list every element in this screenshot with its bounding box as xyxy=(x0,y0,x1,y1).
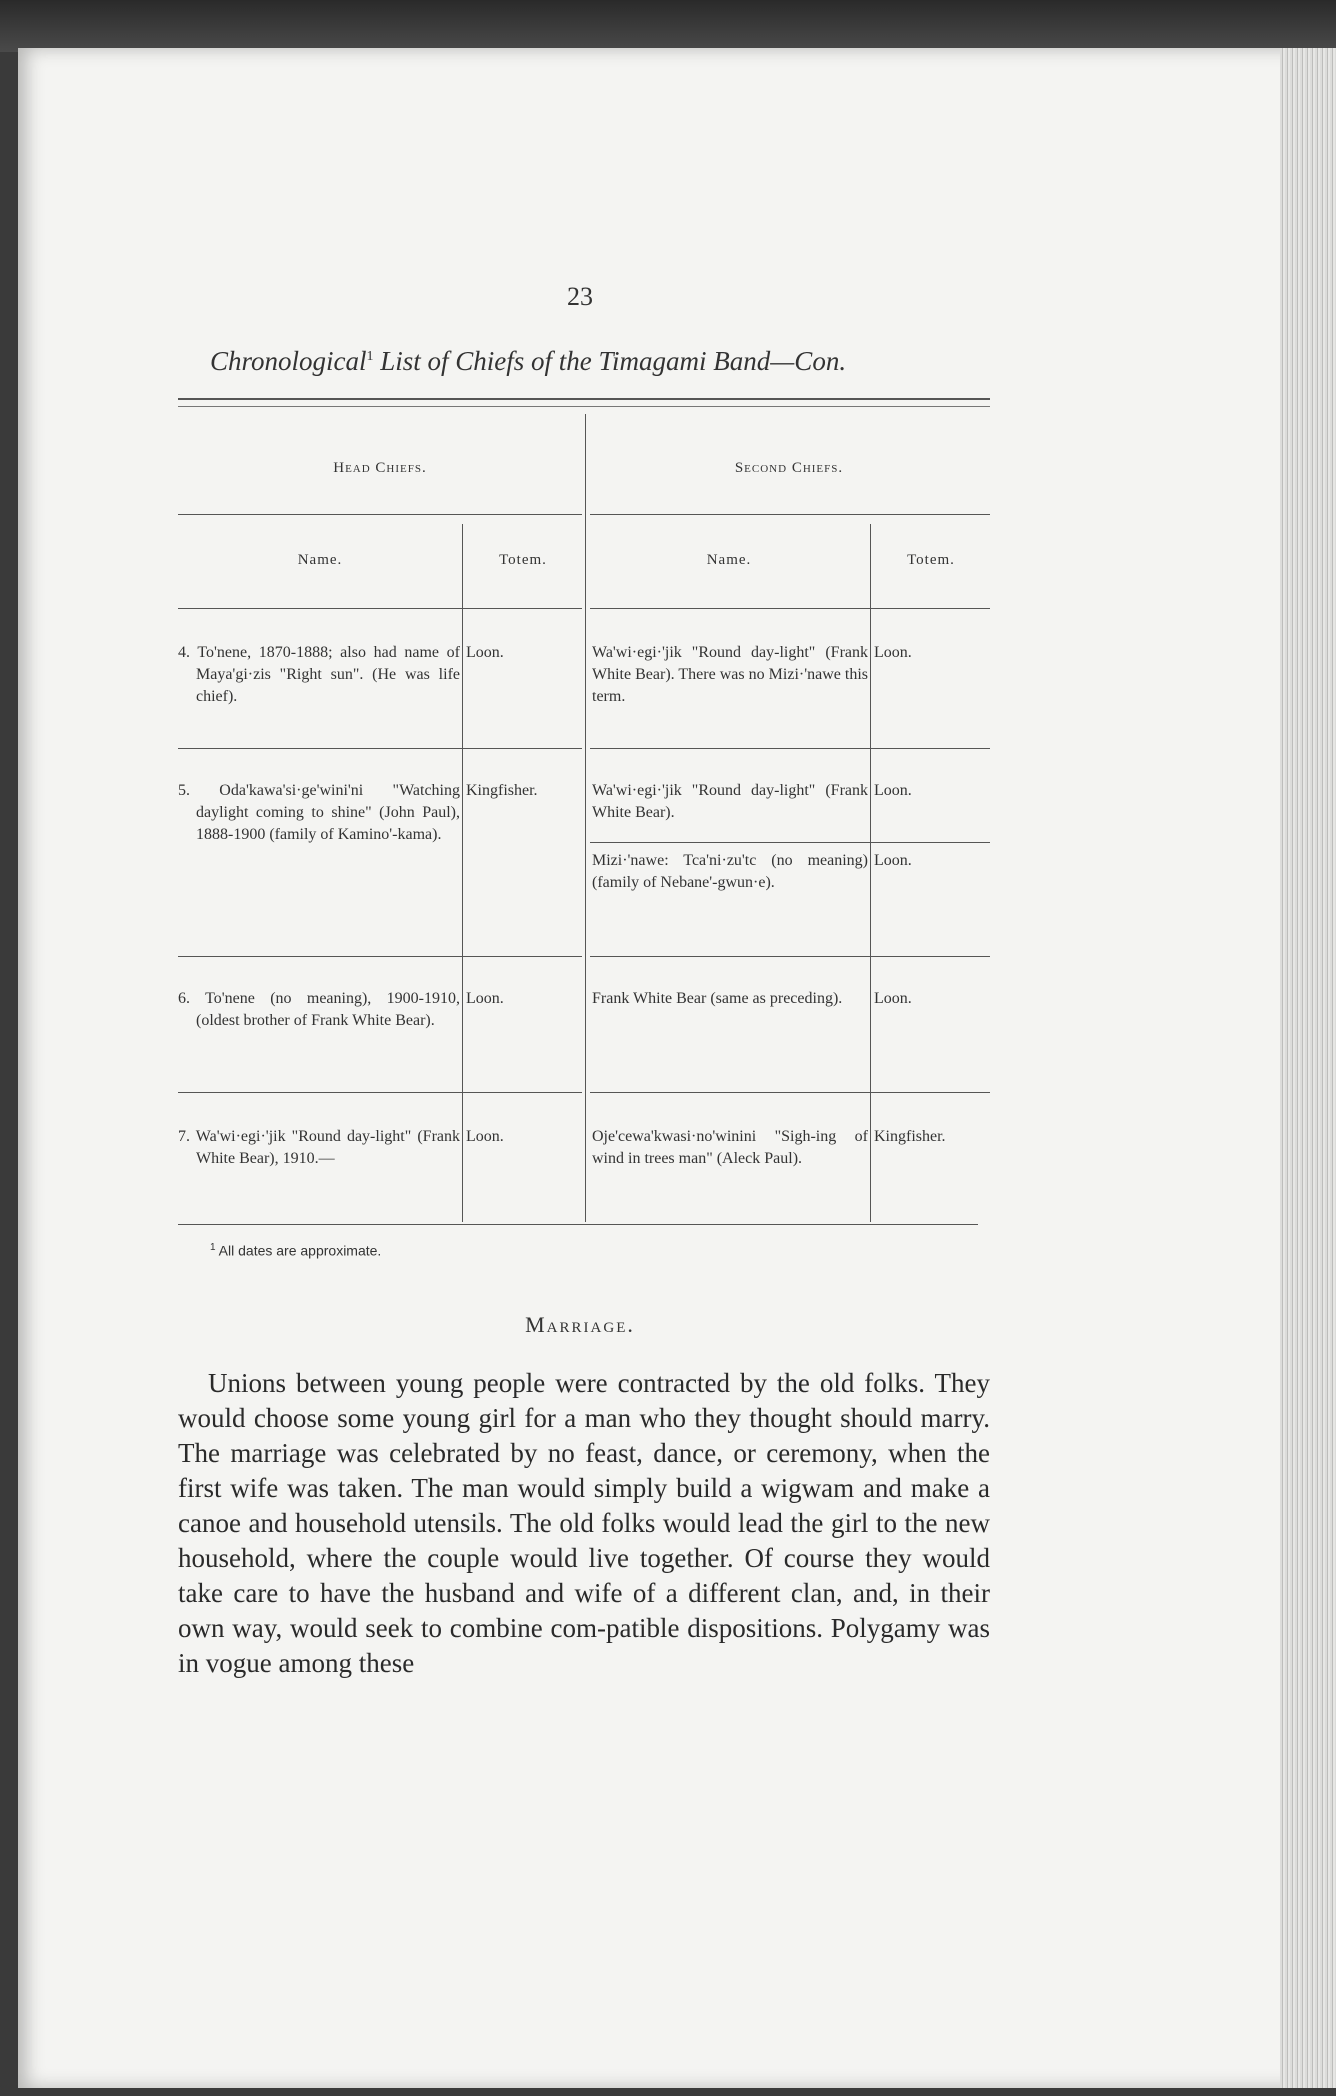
rule-row6-left xyxy=(178,1092,582,1093)
body-paragraph: Unions between young people were contracted by the old folks. They would choose some young girl for a man who they thought should marry. The marriage was celebrated by no feast, dance, or ceremony, when the first wife was taken. The man would simply build a wigwam and make a canoe and household utensils. The old folks would lead the girl to the new household, where the couple would live together. Of course they would take care to have the husband and wife of a different clan, and, in their own way, would seek to combine com-patible dispositions. Polygamy was in vogue among these xyxy=(178,1368,990,1678)
row5-second-totem-b: Loon. xyxy=(874,852,912,869)
second-totem-divider xyxy=(870,524,871,1222)
center-divider xyxy=(585,414,586,1222)
footnote xyxy=(210,1242,381,1259)
rule-row4-right xyxy=(590,748,990,749)
chiefs-table xyxy=(178,412,990,1227)
head-chiefs-header: Head Chiefs. xyxy=(333,460,427,476)
table-top-rule xyxy=(178,398,990,407)
row6-head-name-text: 6. To'nene (no meaning), 1900-1910, (oldest brother of Frank White Bear). xyxy=(178,990,460,1029)
row6-head-totem: Loon. xyxy=(466,990,504,1007)
row5-second-totem-a: Loon. xyxy=(874,782,912,799)
row7-second-totem: Kingfisher. xyxy=(874,1128,946,1145)
rule-header-left xyxy=(178,514,582,515)
caption-main: Chronological xyxy=(210,346,367,376)
section-title: Marriage. xyxy=(525,1312,635,1337)
footnote-text: All dates are approximate. xyxy=(215,1242,382,1259)
row5-second-name-a: Wa'wi·egi·'jik "Round day-light" (Frank White Bear). xyxy=(592,782,868,821)
rule-row5-right xyxy=(590,956,990,957)
second-totem-header: Totem. xyxy=(907,552,955,568)
row4-second-name: Wa'wi·egi·'jik "Round day-light" (Frank White Bear). There was no Mizi·'nawe this term. xyxy=(592,644,868,705)
row5-second-name-b: Mizi·'nawe: Tca'ni·zu'tc (no meaning) (family of Nebane'-gwun·e). xyxy=(592,852,868,891)
rule-row5-left xyxy=(178,956,582,957)
row7-head-name-text: 7. Wa'wi·egi·'jik "Round day-light" (Frank White Bear), 1910.— xyxy=(178,1128,460,1167)
row4-head-name-text: 4. To'nene, 1870-1888; also had name of Maya'gi·zis "Right sun". (He was life chief). xyxy=(178,644,460,705)
rule-row6-right xyxy=(590,1092,990,1093)
scan-background xyxy=(0,0,1336,52)
row5-head-name xyxy=(178,780,460,846)
row7-second-name: Oje'cewa'kwasi·no'winini "Sigh-ing of wind in trees man" (Aleck Paul). xyxy=(592,1128,868,1167)
caption-footnote-mark: 1 xyxy=(366,349,374,364)
rule-colhead-right xyxy=(590,608,990,609)
row6-second-name: Frank White Bear (same as preceding). xyxy=(592,990,843,1007)
rule-table-bottom xyxy=(178,1224,978,1225)
head-totem-divider xyxy=(462,524,463,1222)
row6-head-name xyxy=(178,988,460,1032)
row4-head-name xyxy=(178,642,460,708)
row5-head-name-text: 5. Oda'kawa'si·ge'wini'ni "Watching daylight coming to shine" (John Paul), 1888-1900 (family of Kamino'-kama). xyxy=(178,782,460,843)
row6-second-totem: Loon. xyxy=(874,990,912,1007)
row7-head-name xyxy=(178,1126,460,1170)
rule-header-right xyxy=(590,514,990,515)
head-name-header: Name. xyxy=(297,552,343,568)
rule-row5-sub xyxy=(590,842,990,843)
second-chiefs-header: Second Chiefs. xyxy=(734,460,844,476)
table-caption xyxy=(210,346,846,377)
page-edge xyxy=(1280,48,1336,2088)
rule-row4-left xyxy=(178,748,582,749)
row5-head-totem: Kingfisher. xyxy=(466,782,538,799)
caption-rest: List of Chiefs of the Timagami Band—Con. xyxy=(373,346,847,376)
rule-colhead-left xyxy=(178,608,582,609)
row4-second-totem: Loon. xyxy=(874,644,912,661)
second-name-header: Name. xyxy=(706,552,752,568)
row7-head-totem: Loon. xyxy=(466,1128,504,1145)
head-totem-header: Totem. xyxy=(499,552,547,568)
page-number: 23 xyxy=(567,282,593,311)
footnote-mark: 1 xyxy=(210,1242,216,1253)
row4-head-totem: Loon. xyxy=(466,644,504,661)
